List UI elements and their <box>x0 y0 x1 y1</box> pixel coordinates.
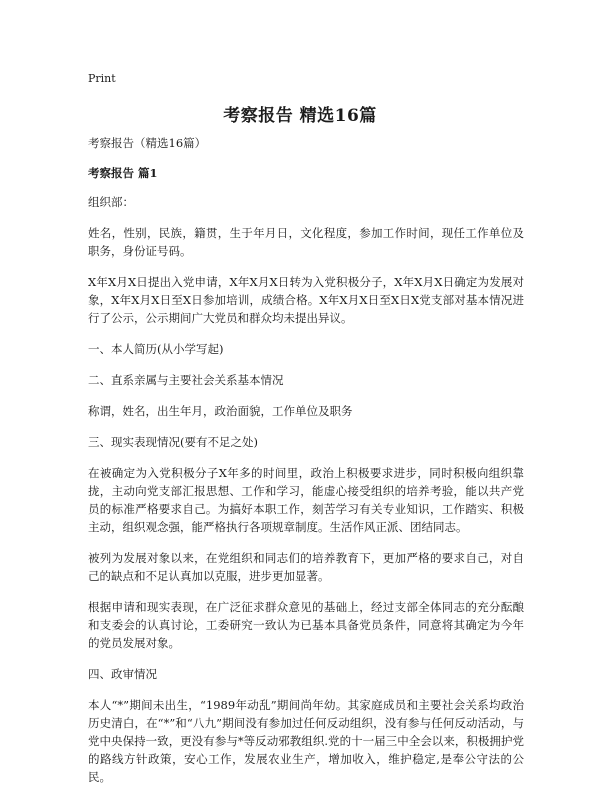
paragraph-relatives-fields: 称谓，姓名，出生年月，政治面貌，工作单位及职务 <box>88 404 353 418</box>
paragraph-basic-info: 姓名，性别，民族，籍贯，生于年月日，文化程度，参加工作时间，现任工作单位及职务，身份证号码。 <box>88 226 524 258</box>
paragraph-performance: 在被确定为入党积极分子X年多的时间里，政治上积极要求进步，同时积极向组织靠拢，主动向党支部汇报思想、工作和学习，能虚心接受组织的培养考验，能以共产党员的标准严格要求自己。为搞好本职工作，刻苦学习有关专业知识，工作踏实、积极主动，组织观念强，能严格执行各项规章制度。生活作风正派、团结同志。 <box>88 466 524 534</box>
paragraph-party-timeline: X年X月X日提出入党申请，X年X月X日转为入党积极分子，X年X月X日确定为发展对象，X年X月X日至X日参加培训，成绩合格。X年X月X日至X日X党支部对基本情况进行了公示，公示期间广大党员和群众均未提出异议。 <box>88 275 524 325</box>
paragraph-decision: 根据申请和现实表现，在广泛征求群众意见的基础上，经过支部全体同志的充分酝酿和支委会的认真讨论，工委研究一致认为已基本具备党员条件，同意将其确定为今年的党员发展对象。 <box>88 600 524 650</box>
section-heading: 考察报告 篇1 <box>88 166 158 180</box>
paragraph-addressee: 组织部： <box>88 195 134 209</box>
heading-resume: 一、本人简历(从小学写起) <box>88 342 224 356</box>
heading-relatives: 二、直系亲属与主要社会关系基本情况 <box>88 373 284 387</box>
print-link[interactable]: Print <box>88 72 116 85</box>
document-subtitle: 考察报告（精选16篇） <box>88 136 207 150</box>
document-body <box>88 134 524 799</box>
heading-performance: 三、现实表现情况(要有不足之处) <box>88 435 258 449</box>
paragraph-political-review: 本人“*”期间未出生，“1989年动乱”期间尚年幼。其家庭成员和主要社会关系均政治历史清白，在“*”和“八九”期间没有参加过任何反动组织，没有参与任何反动活动，与党中央保持一致，更没有参与*等反动邪教组织.党的十一届三中全会以来，积极拥护党的路线方针政策，安心工作，发展农业生产，增加收入，维护稳定,是奉公守法的公民。 <box>88 698 524 784</box>
heading-political-review: 四、政审情况 <box>88 667 157 681</box>
paragraph-development: 被列为发展对象以来，在党组织和同志们的培养教育下，更加严格的要求自己，对自己的缺点和不足认真加以克服，进步更加显著。 <box>88 551 524 583</box>
document-title: 考察报告 精选16篇 <box>223 106 377 126</box>
